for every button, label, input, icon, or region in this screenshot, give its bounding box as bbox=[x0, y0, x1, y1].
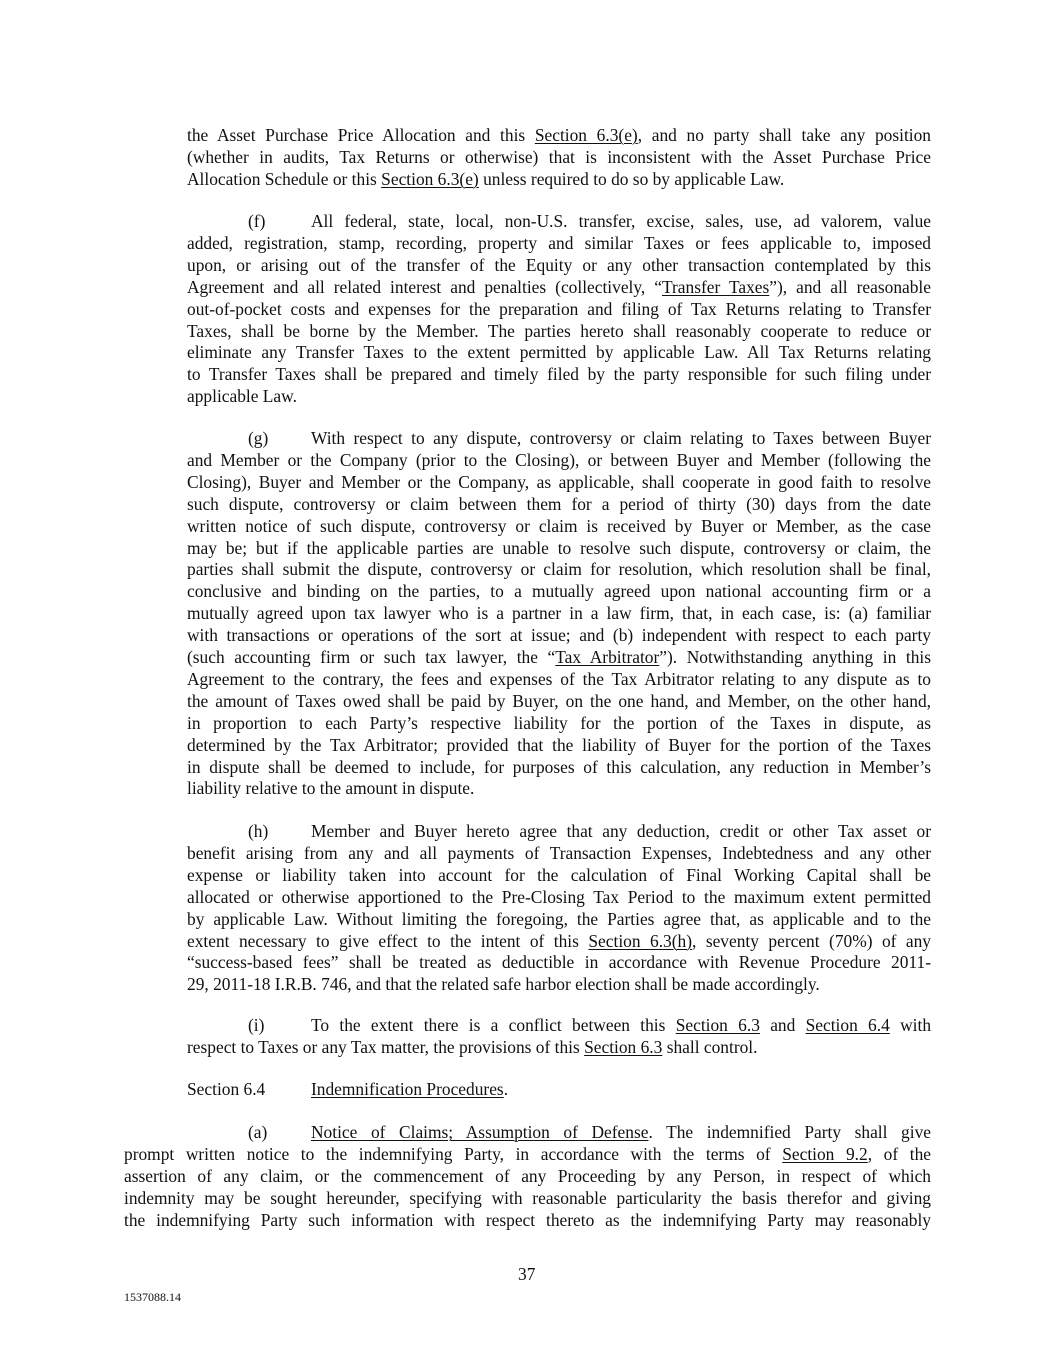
text-run: written notice of such dispute, controversy or claim is received by Buyer or Member, as the case bbox=[187, 515, 931, 536]
cross-reference-link: Section 6.3(e) bbox=[381, 168, 479, 189]
para-f-line bbox=[187, 277, 931, 297]
text-run: respect to Taxes or any Tax matter, the provisions of this bbox=[187, 1036, 585, 1057]
para-g-line bbox=[187, 757, 931, 777]
text-run: liability relative to the amount in dispute. bbox=[187, 778, 475, 799]
text-run: the indemnifying Party such information with respect thereto as the indemnifying Party may reasonably bbox=[124, 1209, 931, 1230]
paragraph-label: (f) bbox=[248, 211, 266, 231]
cross-reference-link: Transfer Taxes bbox=[662, 276, 770, 297]
text-run: With respect to any dispute, controversy or claim relating to Taxes between Buyer bbox=[311, 428, 931, 448]
para-g-line bbox=[187, 778, 474, 798]
text-run: extent necessary to give effect to the intent of this bbox=[187, 930, 589, 951]
document-id: 1537088.14 bbox=[124, 1290, 181, 1304]
para-g-line bbox=[187, 669, 931, 689]
text-run: mutually agreed upon tax lawyer who is a partner in a law firm, that, in each case, is: (a) familiar bbox=[187, 603, 931, 624]
para-g-line bbox=[311, 428, 931, 448]
text-run: Allocation Schedule or this bbox=[187, 168, 382, 189]
paragraph-label: (h) bbox=[248, 821, 269, 841]
text-run: Agreement to the contrary, the fees and expenses of the Tax Arbitrator relating to any dispute as to bbox=[187, 668, 931, 689]
page-number: 37 bbox=[518, 1264, 536, 1284]
para-f-line bbox=[187, 386, 297, 406]
text-run: unless required to do so by applicable Law. bbox=[478, 168, 785, 189]
para-f-line bbox=[187, 342, 931, 362]
para-g-line bbox=[187, 450, 931, 470]
text-run: . The indemnified Party shall give bbox=[648, 1122, 931, 1142]
text-run: the Asset Purchase Price Allocation and this bbox=[187, 125, 535, 145]
para-e-continued-line bbox=[187, 147, 931, 167]
text-run: eliminate any Transfer Taxes to the extent permitted by applicable Law. All Tax Returns relating bbox=[187, 342, 931, 363]
para-a-line bbox=[311, 1122, 931, 1142]
text-run: with transactions or operations of the sort at issue; and (b) independent with respect to each party bbox=[187, 625, 931, 646]
para-g-line bbox=[187, 735, 931, 755]
text-run: and Member or the Company (prior to the Closing), or between Buyer and Member (following the bbox=[187, 449, 931, 470]
cross-reference-link: Notice of Claims; Assumption of Defense bbox=[311, 1122, 649, 1142]
text-run: To the extent there is a conflict between this bbox=[311, 1015, 676, 1035]
text-run: indemnity may be sought hereunder, specifying with reasonable particularity the basis therefor and giving bbox=[124, 1187, 931, 1208]
para-g-line bbox=[187, 625, 931, 645]
cross-reference-link: Section 6.3(h) bbox=[588, 930, 693, 951]
text-run: applicable Law. bbox=[187, 386, 297, 407]
para-a-line bbox=[124, 1166, 931, 1186]
cross-reference-link: Section 6.3 bbox=[675, 1015, 760, 1035]
paragraph-label: (a) bbox=[248, 1122, 268, 1142]
para-a-line bbox=[124, 1210, 931, 1230]
text-run: determined by the Tax Arbitrator; provided that the liability of Buyer for the portion of the Taxes bbox=[187, 734, 931, 755]
text-run: , of the bbox=[867, 1143, 931, 1164]
para-a-line bbox=[124, 1144, 931, 1164]
para-g-line bbox=[187, 559, 931, 579]
text-run: 29, 2011-18 I.R.B. 746, and that the related safe harbor election shall be made accordingly. bbox=[187, 974, 820, 995]
para-g-line bbox=[187, 472, 931, 492]
para-f-line bbox=[187, 321, 931, 341]
para-h-line bbox=[187, 865, 931, 885]
heading-6-4-line bbox=[311, 1079, 508, 1099]
para-i-line bbox=[311, 1015, 931, 1035]
para-h-line bbox=[187, 887, 931, 907]
para-h-line bbox=[187, 974, 820, 994]
paragraph-label: (g) bbox=[248, 428, 269, 448]
para-g-line bbox=[187, 538, 931, 558]
text-run: conclusive and binding on the parties, to a mutually agreed upon national accounting firm or a bbox=[187, 581, 931, 602]
text-run: may be; but if the applicable parties are unable to resolve such dispute, controversy or claim, the bbox=[187, 537, 931, 558]
para-f-line bbox=[187, 233, 931, 253]
cross-reference-link: Section 6.3(e) bbox=[534, 125, 638, 145]
text-run: added, registration, stamp, recording, property and similar Taxes or fees applicable to, imposed bbox=[187, 232, 931, 253]
text-run: (whether in audits, Tax Returns or otherwise) that is inconsistent with the Asset Purchase Price bbox=[187, 146, 931, 167]
text-run: out-of-pocket costs and expenses for the preparation and filing of Tax Returns relating to Transfer bbox=[187, 298, 931, 319]
para-a-line bbox=[124, 1188, 931, 1208]
text-run: (such accounting firm or such tax lawyer, the “ bbox=[187, 647, 556, 667]
para-h-line bbox=[187, 909, 931, 929]
cross-reference-link: Section 6.3 bbox=[584, 1036, 663, 1057]
text-run: assertion of any claim, or the commencement of any Proceeding by any Person, in respect of which bbox=[124, 1165, 931, 1186]
para-g-line bbox=[187, 581, 931, 601]
para-g-line bbox=[187, 516, 931, 536]
text-run: in proportion to each Party’s respective liability for the portion of the Taxes in dispute, as bbox=[187, 712, 931, 733]
para-g-line bbox=[187, 713, 931, 733]
text-run: expense or liability taken into account for the calculation of Final Working Capital shall be bbox=[187, 864, 931, 885]
para-e-continued-line bbox=[187, 169, 784, 189]
para-f-line bbox=[187, 255, 931, 275]
text-run: shall control. bbox=[662, 1036, 758, 1057]
text-run: by applicable Law. Without limiting the foregoing, the Parties agree that, as applicable and to the bbox=[187, 908, 931, 929]
text-run: such dispute, controversy or claim between them for a period of thirty (30) days from the date bbox=[187, 493, 931, 514]
text-run: . bbox=[503, 1079, 509, 1099]
text-run: parties shall submit the dispute, controversy or claim for resolution, which resolution shall be final, bbox=[187, 559, 931, 580]
text-run: All federal, state, local, non-U.S. transfer, excise, sales, use, ad valorem, value bbox=[311, 211, 931, 231]
para-e-continued-line bbox=[187, 125, 931, 145]
text-run: the amount of Taxes owed shall be paid by Buyer, on the one hand, and Member, on the other hand, bbox=[187, 690, 931, 711]
text-run: in dispute shall be deemed to include, for purposes of this calculation, any reduction in Member’s bbox=[187, 756, 931, 777]
para-i-line bbox=[187, 1037, 758, 1057]
text-run: Agreement and all related interest and penalties (collectively, “ bbox=[187, 276, 662, 297]
para-g-line bbox=[187, 494, 931, 514]
para-f-line bbox=[187, 364, 931, 384]
text-run: ”), and all reasonable bbox=[769, 276, 931, 297]
paragraph-label: Section 6.4 bbox=[187, 1079, 266, 1099]
text-run: Closing), Buyer and Member or the Company, as applicable, shall cooperate in good faith to resolve bbox=[187, 471, 931, 492]
para-g-line bbox=[187, 647, 931, 667]
text-run: upon, or arising out of the transfer of the Equity or any other transaction contemplated by this bbox=[187, 254, 931, 275]
text-run: Member and Buyer hereto agree that any deduction, credit or other Tax asset or bbox=[311, 821, 931, 841]
text-run: ”). Notwithstanding anything in this bbox=[659, 647, 931, 667]
para-f-line bbox=[311, 211, 931, 231]
text-run: , seventy percent (70%) of any bbox=[692, 930, 931, 951]
text-run: Taxes, shall be borne by the Member. The parties hereto shall reasonably cooperate to reduce or bbox=[187, 320, 931, 341]
text-run: to Transfer Taxes shall be prepared and timely filed by the party responsible for such filing under bbox=[187, 364, 931, 385]
cross-reference-link: Tax Arbitrator bbox=[555, 647, 660, 667]
paragraph-label: (i) bbox=[248, 1015, 265, 1035]
para-h-line bbox=[311, 821, 931, 841]
para-g-line bbox=[187, 691, 931, 711]
text-run: allocated or otherwise apportioned to the Pre-Closing Tax Period to the maximum extent permitted bbox=[187, 886, 931, 907]
cross-reference-link: Section 9.2 bbox=[782, 1143, 868, 1164]
cross-reference-link: Section 6.4 bbox=[805, 1015, 890, 1035]
para-h-line bbox=[187, 931, 931, 951]
para-g-line bbox=[187, 603, 931, 623]
text-run: “success-based fees” shall be treated as deductible in accordance with Revenue Procedure 2011- bbox=[187, 952, 931, 973]
para-h-line bbox=[187, 952, 931, 972]
text-run: , and no party shall take any position bbox=[637, 125, 931, 145]
cross-reference-link: Indemnification Procedures bbox=[311, 1079, 504, 1099]
text-run: prompt written notice to the indemnifying Party, in accordance with the terms of bbox=[124, 1143, 783, 1164]
text-run: with bbox=[889, 1015, 932, 1035]
text-run: benefit arising from any and all payments of Transaction Expenses, Indebtedness and any other bbox=[187, 842, 931, 863]
para-h-line bbox=[187, 843, 931, 863]
text-run: and bbox=[759, 1015, 806, 1035]
para-f-line bbox=[187, 299, 931, 319]
